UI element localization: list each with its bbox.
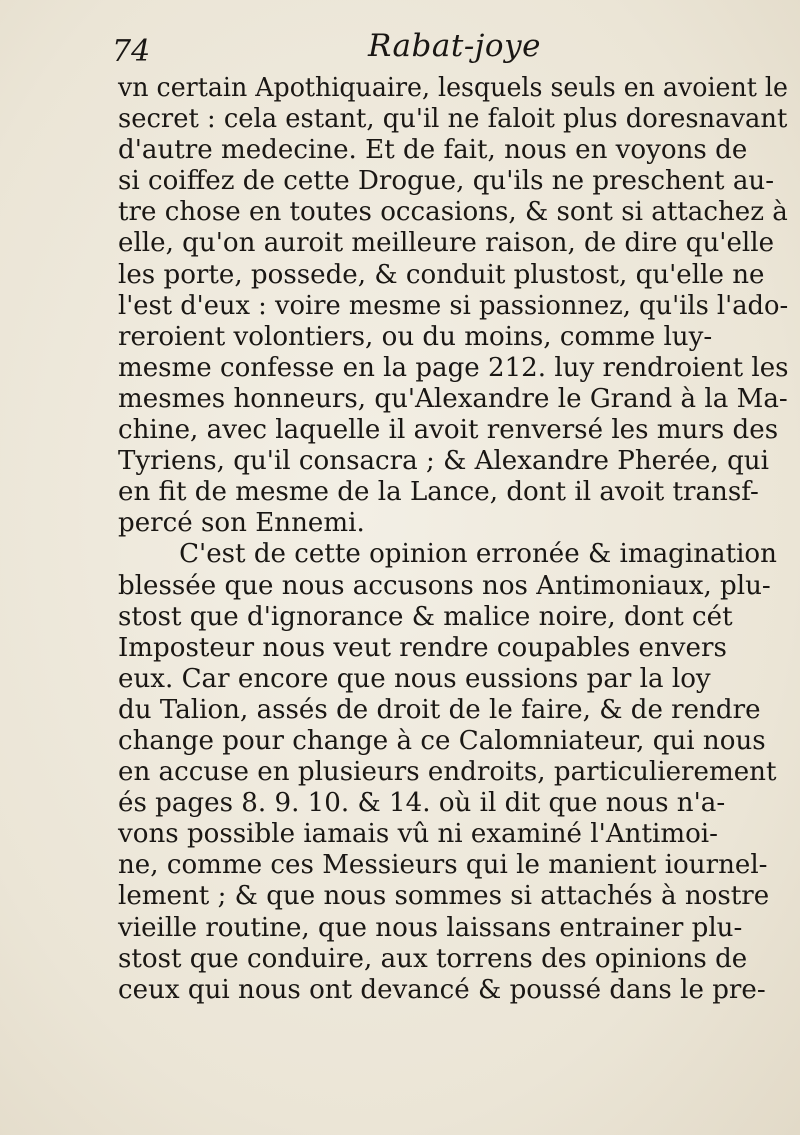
text-line: si coiffez de cette Drogue, qu'ils ne preschent au- (118, 165, 775, 197)
text-line: stost que conduire, aux torrens des opinions de (118, 942, 748, 974)
text-line: reroient volontiers, ou du moins, comme luy- (118, 320, 713, 352)
text-line: Imposteur nous veut rendre coupables envers (118, 631, 727, 663)
text-line: tre chose en toutes occasions, & sont si attachez à (118, 196, 788, 228)
text-line: en accuse en plusieurs endroits, particulierement (118, 756, 777, 788)
text-line: mesme confesse en la page 212. luy rendroient les (118, 351, 789, 383)
text-line: stost que d'ignorance & malice noire, dont cét (118, 600, 733, 632)
text-line: en fit de mesme de la Lance, dont il avoit transf- (118, 476, 759, 508)
text-line: eux. Car encore que nous eussions par la loy (118, 662, 711, 694)
text-line: d'autre medecine. Et de fait, nous en voyons de (118, 134, 748, 166)
text-line: percé son Ennemi. (118, 507, 365, 539)
text-line: du Talion, assés de droit de le faire, & de rendre (118, 693, 761, 725)
body-text (118, 72, 798, 1005)
running-title: Rabat-joye (368, 28, 541, 64)
text-line: mesmes honneurs, qu'Alexandre le Grand à la Ma- (118, 382, 788, 414)
text-line: change pour change à ce Calomniateur, qui nous (118, 724, 766, 756)
text-line: l'est d'eux : voire mesme si passionnez, qu'ils l'ado- (118, 289, 789, 321)
text-line: ceux qui nous ont devancé & poussé dans le pre- (118, 973, 766, 1005)
text-line: chine, avec laquelle il avoit renversé les murs des (118, 414, 779, 446)
text-line: vons possible iamais vû ni examiné l'Antimoi- (118, 818, 718, 850)
text-line: vieille routine, que nous laissans entrainer plu- (118, 911, 743, 943)
text-line: lement ; & que nous sommes si attachés à nostre (118, 880, 770, 912)
text-line: Tyriens, qu'il consacra ; & Alexandre Pherée, qui (118, 445, 769, 477)
text-line: blessée que nous accusons nos Antimoniaux, plu- (118, 569, 771, 601)
text-line: ne, comme ces Messieurs qui le manient iournel- (118, 849, 768, 881)
page-number: 74 (112, 34, 151, 69)
text-line: elle, qu'on auroit meilleure raison, de dire qu'elle (118, 227, 775, 259)
text-line: secret : cela estant, qu'il ne faloit plus doresnavant (118, 103, 788, 135)
text-line: vn certain Apothiquaire, lesquels seuls en avoient le (118, 72, 788, 103)
paragraph-start-line: C'est de cette opinion erronée & imagination (179, 538, 777, 570)
text-line: les porte, possede, & conduit plustost, qu'elle ne (118, 258, 765, 290)
page-header (112, 22, 752, 69)
text-line: és pages 8. 9. 10. & 14. où il dit que nous n'a- (118, 787, 726, 819)
